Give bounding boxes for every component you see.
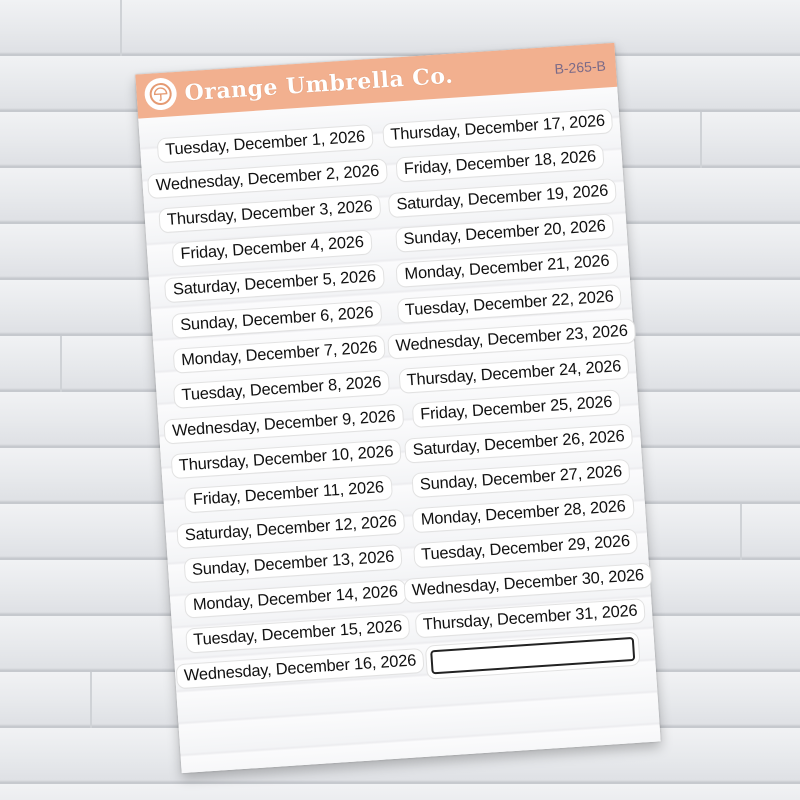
date-label: Thursday, December 10, 2026: [171, 440, 401, 478]
date-label: Saturday, December 5, 2026: [165, 265, 383, 302]
plank-joint: [120, 0, 122, 56]
date-label: Tuesday, December 29, 2026: [414, 530, 638, 568]
date-label: Friday, December 25, 2026: [413, 390, 620, 427]
date-label: Monday, December 21, 2026: [397, 250, 617, 287]
date-label: Thursday, December 24, 2026: [399, 354, 629, 392]
date-label: Monday, December 7, 2026: [173, 335, 384, 372]
date-label: Wednesday, December 9, 2026: [165, 405, 404, 444]
date-label: Friday, December 18, 2026: [396, 145, 603, 182]
date-label: Monday, December 14, 2026: [185, 580, 405, 617]
right-sticker-column: [381, 103, 649, 676]
date-label: Sunday, December 27, 2026: [412, 460, 630, 497]
date-label: Thursday, December 3, 2026: [159, 195, 380, 233]
plank-joint: [740, 504, 742, 560]
plank-joint: [700, 112, 702, 168]
date-label: Wednesday, December 2, 2026: [148, 159, 387, 198]
sticker-sheet: [135, 43, 660, 773]
date-label: Saturday, December 12, 2026: [177, 510, 404, 548]
date-label: Monday, December 28, 2026: [413, 495, 633, 532]
brand-name: Orange Umbrella Co.: [183, 62, 455, 107]
date-label: Tuesday, December 1, 2026: [158, 125, 373, 162]
date-label: Friday, December 11, 2026: [185, 476, 391, 513]
date-label: Sunday, December 13, 2026: [184, 545, 402, 582]
date-label: Tuesday, December 15, 2026: [186, 615, 410, 653]
left-sticker-column: [149, 119, 416, 695]
plank-seam: [0, 782, 800, 784]
umbrella-icon: [144, 77, 178, 111]
date-label: Sunday, December 20, 2026: [396, 215, 614, 252]
date-label: Wednesday, December 23, 2026: [388, 319, 635, 358]
product-code: B-265-B: [553, 57, 607, 77]
date-label: Thursday, December 31, 2026: [415, 600, 645, 638]
date-label: Thursday, December 17, 2026: [383, 109, 613, 147]
date-label: Wednesday, December 16, 2026: [176, 649, 423, 688]
date-label: Tuesday, December 22, 2026: [397, 285, 621, 323]
date-label: Saturday, December 19, 2026: [389, 179, 616, 217]
date-label: Wednesday, December 30, 2026: [404, 564, 651, 603]
plank-joint: [60, 336, 62, 392]
plank-joint: [90, 672, 92, 728]
date-label: Sunday, December 6, 2026: [173, 300, 382, 337]
date-label: Saturday, December 26, 2026: [405, 425, 632, 463]
date-label: Tuesday, December 8, 2026: [174, 370, 389, 407]
date-label: Friday, December 4, 2026: [173, 231, 372, 267]
